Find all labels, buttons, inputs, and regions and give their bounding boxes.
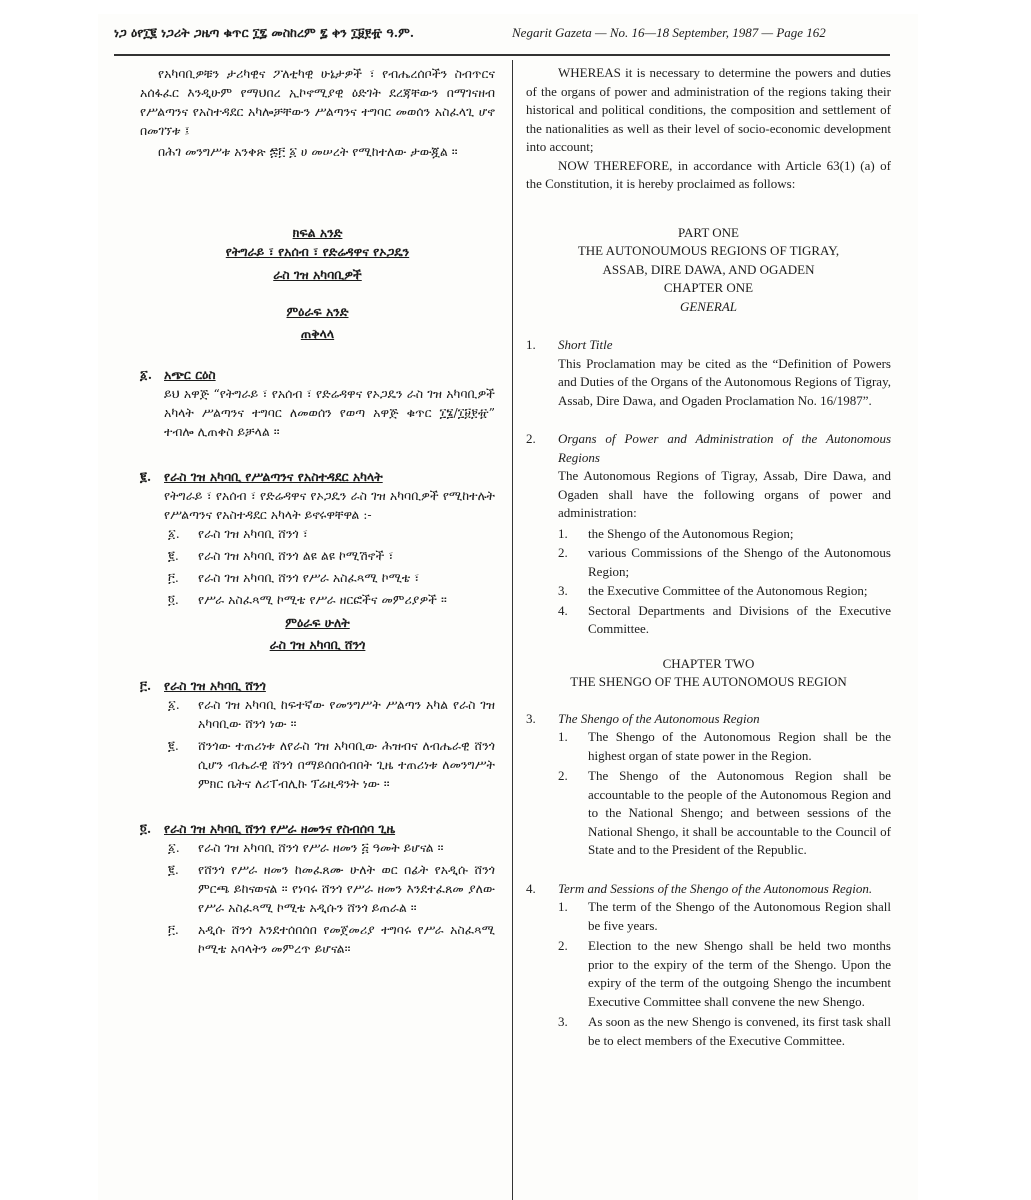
list-item: ፬. የሥራ አስፈጻሚ ኮሚቴ የሥራ ዘርፎችና መምሪያዎች ።: [168, 592, 447, 607]
section-2-text-amharic: የትግራይ ፣ የአሰብ ፣ የድሬዳዋና የኦጋዴን ራስ ገዝ አካባቢዎች የሚከተሉት የሥልጣንና የአስተዳደር አካላት ይኖሩዋቸዋል :-: [164, 488, 495, 522]
part-one-title-2: ASSAB, DIRE DAWA, AND OGADEN: [602, 261, 815, 277]
chapter2-subtitle-amharic: ራስ ገዝ አካባቢ ሸንጎ: [269, 637, 366, 652]
header-english: Negarit Gazeta — No. 16—18 September, 1987 — Page 162: [512, 25, 826, 40]
section-1-text: This Proclamation may be cited as the “Definition of Powers and Duties of the Organs of the Autonomous Regions of Tigray, Assab, Dire Dawa, and Ogaden Proclamation No. 16/1987”.: [558, 355, 891, 408]
section-4-amharic: ፬. የራስ ገዝ አካባቢ ሸንጎ የሥራ ዘመንና የስብሰባ ጊዜ ፩. የራስ ገዝ አካባቢ ሸንጎ የሥራ ዘመን ፭ ዓመት ይሆናል ። ፪. የሸንጎ የሥራ ዘመን ከመፈጸሙ ሁለት ወር በፊት የአዲሱ ሸንጎ ምርጫ ይከናወናል ። የነባሩ ሸንጎ የሥራ ዘመን እንደተፈጸመ ያለው የሥራ አስፈጻሚ ኮሚቴ አዲሱን ሸንጎ ይጠራል ። ፫. አዲሱ ሸንጎ እንደተሰበሰበ የመጀመሪያ ተግባሩ የሥራ አስፈጻሚ ኮሚቴ አባላትን መምረጥ ይሆናል።: [140, 821, 495, 956]
list-item: ፩. የራስ ገዝ አካባቢ ከፍተኛው የመንግሥት ሥልጣን አካል የራስ ገዝ አካባቢው ሸንጎ ነው ።: [168, 697, 495, 731]
section-1-text-amharic: ይህ አዋጅ “የትግራይ ፣ የአሰብ ፣ የድሬዳዋና የኦጋዴን ራስ ገዝ አካባቢዎች አካላት ሥልጣንና ተግባር ለመወሰን የወጣ አዋጅ ቁጥር ፲፮/፲፱፻፹” ተብሎ ሊጠቀስ ይቻላል ።: [164, 386, 495, 439]
whereas-clause: WHEREAS it is necessary to determine the powers and duties of the organs of power and administration of the regions taking their historical and political conditions, the composition and settlement of the nationalities as well as their level of socio-economic development into account;: [526, 65, 891, 154]
list-item: 2. Election to the new Shengo shall be held two months prior to the expiry of the term of the Shengo. Upon the expiry of the term of the outgoing Shengo the incumbent Executive Committee shall convene the new Shengo.: [558, 938, 891, 1009]
part-title-amharic: ክፍል አንድ: [292, 225, 343, 240]
preamble-amharic-2: በሕገ መንግሥቱ አንቀጽ ፷፫ ፩ ሀ መሠረት የሚከተለው ታውጇል ።: [158, 144, 458, 159]
list-item: ፩. የራስ ገዝ አካባቢ ሸንጎ ፣: [168, 526, 308, 541]
chapter1-title-amharic: ምዕራፍ አንድ: [286, 304, 349, 319]
section-3-title-amharic: የራስ ገዝ አካባቢ ሸንጎ: [164, 678, 266, 693]
section-1-amharic: ፩. አጭር ርዕስ ይህ አዋጅ “የትግራይ ፣ የአሰብ ፣ የድሬዳዋና የኦጋዴን ራስ ገዝ አካባቢዎች አካላት ሥልጣንና ተግባር ለመወሰን የወጣ አዋጅ ቁጥር ፲፮/፲፱፻፹” ተብሎ ሊጠቀስ ይቻላል ።: [140, 367, 495, 439]
section-3-amharic: ፫. የራስ ገዝ አካባቢ ሸንጎ ፩. የራስ ገዝ አካባቢ ከፍተኛው የመንግሥት ሥልጣን አካል የራስ ገዝ አካባቢው ሸንጎ ነው ። ፪. ሸንጎው ተጠሪነቱ ለየራስ ገዝ አካባቢው ሕዝብና ለብሔራዊ ሸንጎ ሲሆን ብሔራዊ ሸንጎ በማይሰበሰብበት ጊዜ ተጠሪነቱ ለመንግሥት ምክር ቤትና ለሪፐብሊኩ ፕሬዚዳንት ነው ።: [140, 678, 495, 791]
list-item: 3. the Executive Committee of the Autonomous Region;: [558, 583, 868, 598]
part-one-title-1: THE AUTONOUMOUS REGIONS OF TIGRAY,: [577, 243, 840, 258]
section-2-title: Organs of Power and Administration of the Autonomous Regions: [558, 431, 891, 465]
list-item: 1. The Shengo of the Autonomous Region shall be the highest organ of state power in the Region.: [558, 729, 891, 763]
english-column: [526, 64, 891, 1050]
chapter-one-subtitle: GENERAL: [679, 298, 738, 314]
list-item: 1. the Shengo of the Autonomous Region;: [558, 525, 794, 541]
section-2-title-amharic: የራስ ገዝ አካባቢ የሥልጣንና የአስተዳደር አካላት: [164, 469, 383, 484]
part-subtitle-amharic-2: ራስ ገዝ አካባቢዎች: [273, 267, 362, 282]
section-2-text: The Autonomous Regions of Tigray, Assab, Dire Dawa, and Ogaden shall have the following organs of power and administration:: [558, 468, 891, 520]
section-4-english: 4. Term and Sessions of the Shengo of the Autonomous Region.: [526, 880, 891, 899]
section-2-amharic: ፪. የራስ ገዝ አካባቢ የሥልጣንና የአስተዳደር አካላት የትግራይ ፣ የአሰብ ፣ የድሬዳዋና የኦጋዴን ራስ ገዝ አካባቢዎች የሚከተሉት የሥልጣንና የአስተዳደር አካላት ይኖሩዋቸዋል :- ፩. የራስ ገዝ አካባቢ ሸንጎ ፣ ፪. የራስ ገዝ አካባቢ ሸንጎ ልዩ ልዩ ኮሚሽኖች ፣ ፫. የራስ ገዝ አካባቢ ሸንጎ የሥራ አስፈጻሚ ኮሚቴ ፣ ፬. የሥራ አስፈጻሚ ኮሚቴ የሥራ ዘርፎችና መምሪያዎች ።: [140, 469, 495, 607]
list-item: 1. The term of the Shengo of the Autonomous Region shall be five years.: [558, 899, 891, 933]
page-header: [114, 22, 884, 46]
chapter-two-label: CHAPTER TWO: [662, 655, 755, 671]
chapter-one-label: CHAPTER ONE: [663, 280, 754, 295]
chapter1-subtitle-amharic: ጠቅላላ: [300, 326, 335, 341]
section-1-title-amharic: አጭር ርዕስ: [164, 367, 216, 382]
section-1-title: Short Title: [558, 337, 613, 352]
list-item: ፪. የራስ ገዝ አካባቢ ሸንጎ ልዩ ልዩ ኮሚሽኖች ፣: [168, 548, 394, 563]
section-2-english: 2. Organs of Power and Administration of the Autonomous Regions The Autonomous Regions of Tigray, Assab, Dire Dawa, and Ogaden shall have the following organs of power and administration:: [526, 430, 891, 523]
list-item: ፩. የራስ ገዝ አካባቢ ሸንጎ የሥራ ዘመን ፭ ዓመት ይሆናል ።: [168, 840, 444, 855]
chapter2-title-amharic: ምዕራፍ ሁለት: [285, 615, 350, 630]
preamble-amharic-1: የአካባቢዎቹን ታሪካዊና ፖለቲካዊ ሁኔታዎች ፣ የብሔረሰቦችን ስብጥርና አሰፋፈር እንዲሁም የማህበረ ኢኮኖሚያዊ ዕድገት ደረጃቸውን በማገናዘብ የሥልጣንና የአስተዳደር አካሎቻቸውን ሥልጣንና ተግባር መወሰን አስፈላጊ ሆኖ በመገኘቱ ፤: [140, 66, 495, 138]
now-therefore-clause: NOW THEREFORE, in accordance with Article 63(1) (a) of the Constitution, it is hereby proclaimed as follows:: [526, 157, 891, 191]
section-4-title: Term and Sessions of the Shengo of the Autonomous Region.: [558, 880, 873, 896]
section-3-title: The Shengo of the Autonomous Region: [558, 710, 760, 726]
part-one-label: PART ONE: [678, 224, 739, 240]
section-1-english: 1. Short Title This Proclamation may be cited as the “Definition of Powers and Duties of the Organs of the Autonomous Regions of Tigray, Assab, Dire Dawa, and Ogaden Proclamation No. 16/1987”.: [526, 336, 891, 410]
list-item: ፫. አዲሱ ሸንጎ እንደተሰበሰበ የመጀመሪያ ተግባሩ የሥራ አስፈጻሚ ኮሚቴ አባላትን መምረጥ ይሆናል።: [168, 922, 495, 956]
part-subtitle-amharic-1: የትግራይ ፣ የአሰብ ፣ የድሬዳዋና የኦጋዴን: [225, 244, 410, 259]
list-item: 3. As soon as the new Shengo is convened, its first task shall be to elect members of the Executive Committee.: [558, 1014, 891, 1048]
section-4-title-amharic: የራስ ገዝ አካባቢ ሸንጎ የሥራ ዘመንና የስብሰባ ጊዜ: [164, 821, 396, 836]
chapter-two-subtitle: THE SHENGO OF THE AUTONOMOUS REGION: [570, 674, 847, 689]
list-item: ፪. የሸንጎ የሥራ ዘመን ከመፈጸሙ ሁለት ወር በፊት የአዲሱ ሸንጎ ምርጫ ይከናወናል ። የነባሩ ሸንጎ የሥራ ዘመን እንደተፈጸመ ያለው የሥራ አስፈጻሚ ኮሚቴ አዲሱን ሸንጎ ይጠራል ።: [168, 862, 495, 915]
section-3-english: 3. The Shengo of the Autonomous Region: [526, 710, 891, 729]
column-divider: [512, 60, 513, 1200]
header-amharic: ነጋ ዕየ፲፪ ነጋሪት ጋዜጣ ቁጥር ፲፯ መስከረም ፯ ቀን ፲፱፻፹ ዓ.ም.: [114, 25, 415, 40]
header-rule: [114, 54, 890, 56]
list-item: 4. Sectoral Departments and Divisions of the Executive Committee.: [558, 602, 891, 636]
list-item: ፫. የራስ ገዝ አካባቢ ሸንጎ የሥራ አስፈጻሚ ኮሚቴ ፣: [168, 570, 420, 585]
list-item: 2. The Shengo of the Autonomous Region shall be accountable to the people of the Autonomous Region and to the National Shengo; and between sessions of the National Shengo, it shall be accountable to the Council of State and to the President of the Republic.: [558, 768, 891, 857]
list-item: ፪. ሸንጎው ተጠሪነቱ ለየራስ ገዝ አካባቢው ሕዝብና ለብሔራዊ ሸንጎ ሲሆን ብሔራዊ ሸንጎ በማይሰበሰብበት ጊዜ ተጠሪነቱ ለመንግሥት ምክር ቤትና ለሪፐብሊኩ ፕሬዚዳንት ነው ።: [168, 738, 495, 791]
amharic-column: [140, 64, 495, 958]
list-item: 2. various Commissions of the Shengo of the Autonomous Region;: [558, 545, 891, 579]
